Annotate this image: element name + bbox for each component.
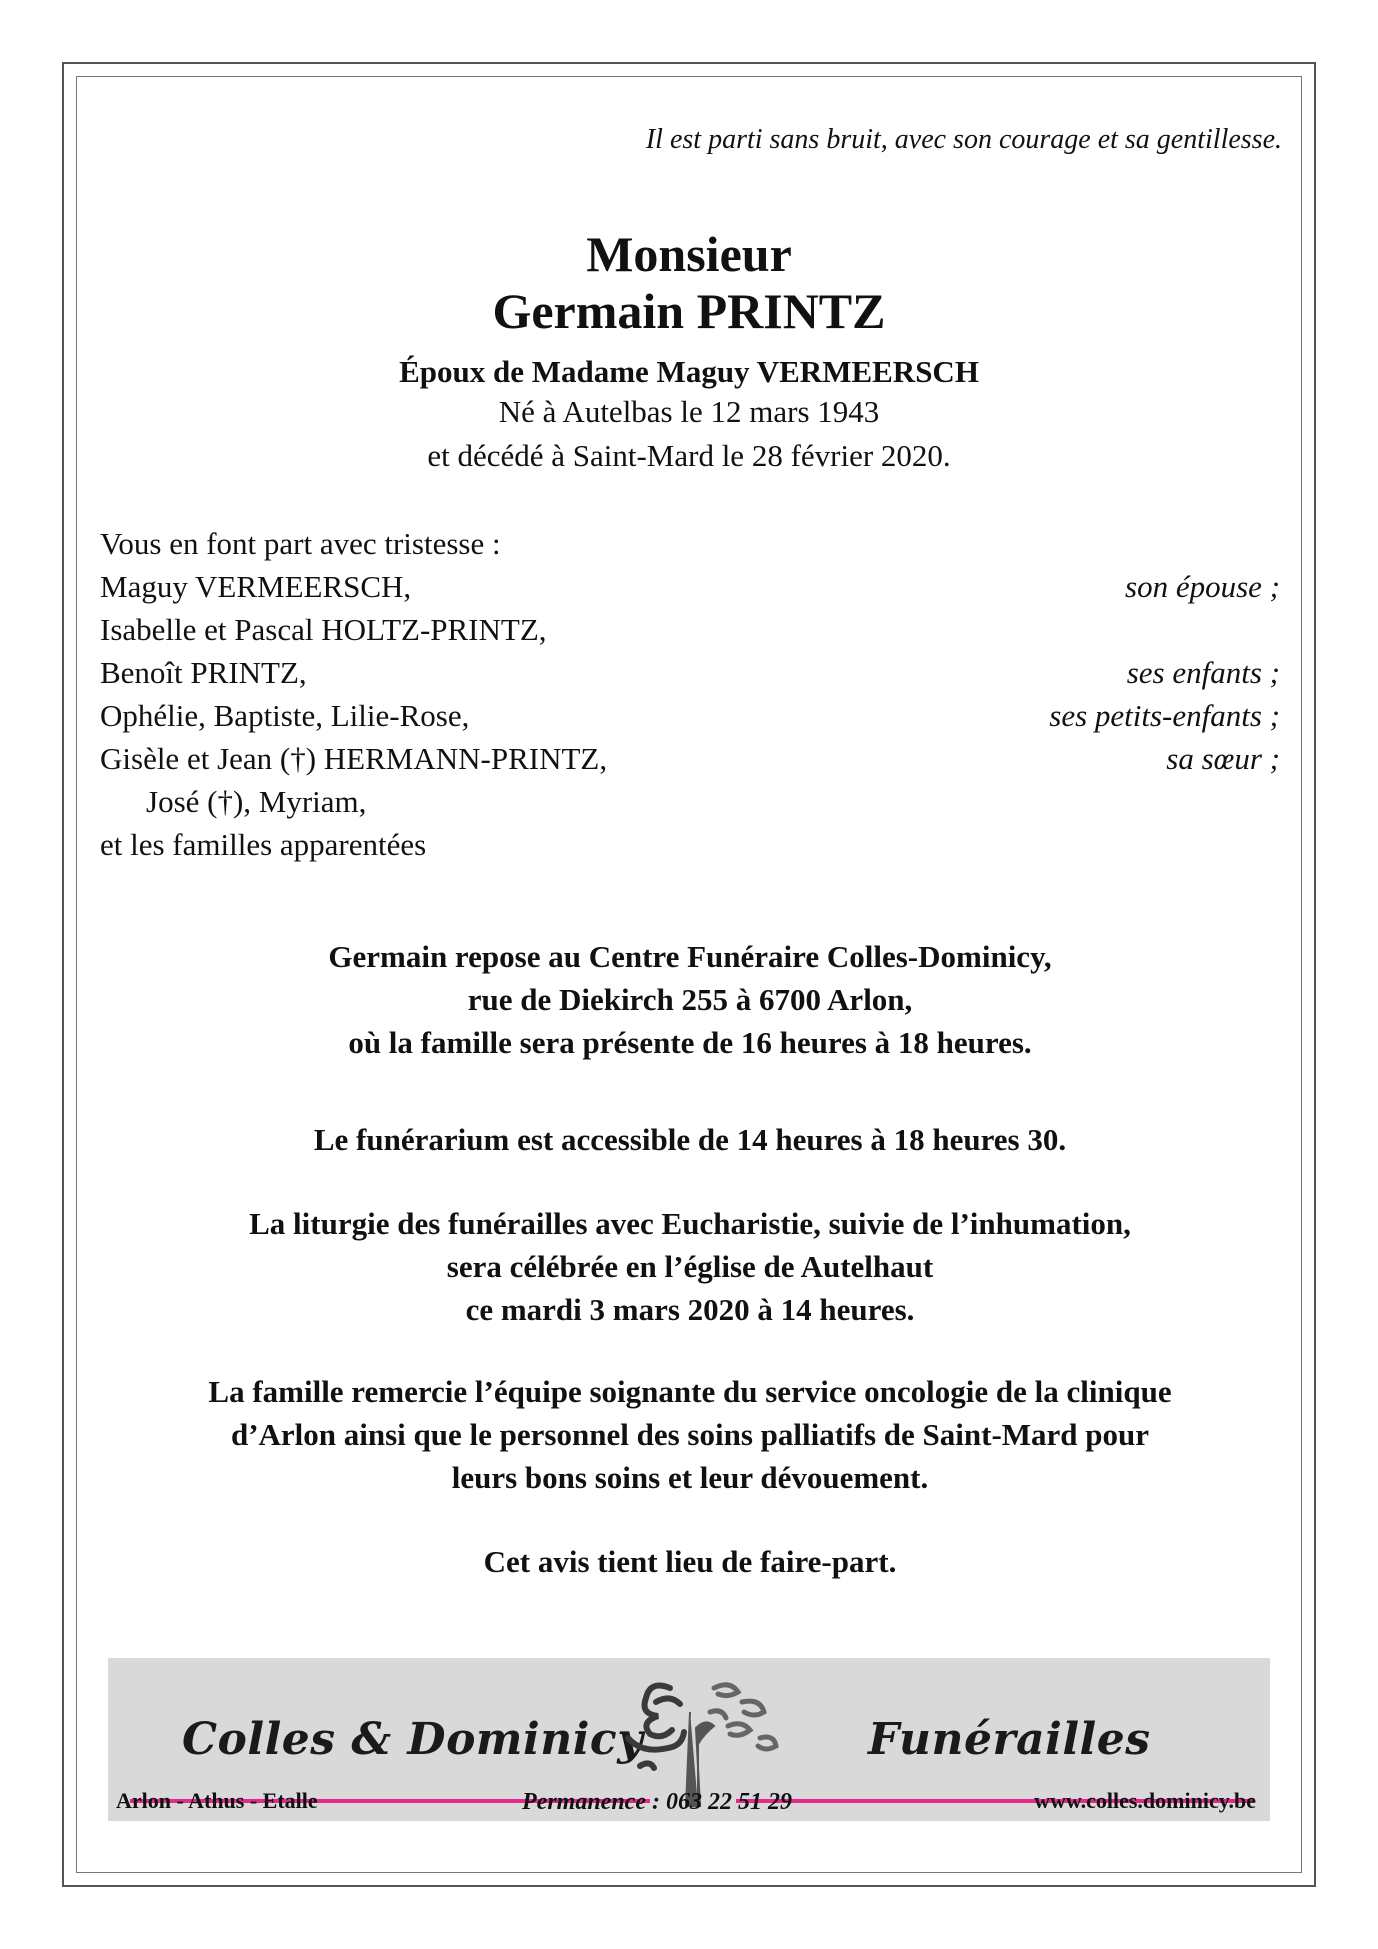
birth-line: Né à Autelbas le 12 mars 1943 — [498, 394, 880, 429]
epigraph: Il est parti sans bruit, avec son courage et sa gentillesse. — [645, 124, 1282, 155]
deceased-name: Germain PRINTZ — [492, 283, 886, 339]
repose-notice: Germain repose au Centre Funéraire Colles-Dominicy, rue de Diekirch 255 à 6700 Arlon, où la famille sera présente de 16 heures à 18 heures. — [328, 939, 1052, 1060]
family-names: Benoît PRINTZ, — [100, 655, 307, 690]
family-row — [100, 780, 1280, 823]
brand-tagline: Funérailles — [868, 1714, 1151, 1765]
family-names: Gisèle et Jean (†) HERMANN-PRINTZ, — [100, 741, 608, 776]
final-notice: Cet avis tient lieu de faire-part. — [483, 1544, 897, 1579]
website-link[interactable]: www.colles.dominicy.be — [1034, 1788, 1256, 1813]
office-locations: Arlon - Athus - Etalle — [116, 1788, 318, 1813]
family-names: Maguy VERMEERSCH, — [100, 569, 412, 604]
funeral-home-banner — [108, 1658, 1270, 1821]
family-row — [100, 651, 1280, 694]
family-closing: et les familles apparentées — [100, 827, 427, 862]
liturgy-notice: La liturgie des funérailles avec Eucharistie, suivie de l’inhumation, sera célébrée en l’église de Autelhaut ce mardi 3 mars 2020 à 14 heures. — [249, 1206, 1131, 1327]
family-row — [100, 608, 1280, 651]
family-intro: Vous en font part avec tristesse : — [100, 526, 501, 561]
family-names: Isabelle et Pascal HOLTZ-PRINTZ, — [100, 612, 547, 647]
family-names: José (†), Myriam, — [146, 784, 367, 819]
family-relation: sa sœur ; — [1166, 741, 1280, 776]
family-relation: ses petits-enfants ; — [1049, 698, 1280, 733]
family-names: Ophélie, Baptiste, Lilie-Rose, — [100, 698, 470, 733]
civility: Monsieur — [586, 226, 792, 282]
family-row — [100, 737, 1280, 780]
brand-name: Colles & Dominicy — [182, 1714, 644, 1765]
family-relation: son épouse ; — [1125, 569, 1280, 604]
death-line: et décédé à Saint-Mard le 28 février 2020. — [427, 438, 951, 473]
family-row — [100, 694, 1280, 737]
family-row — [100, 565, 1280, 608]
funerarium-notice: Le funérarium est accessible de 14 heures à 18 heures 30. — [313, 1122, 1067, 1157]
family-list — [100, 522, 1280, 866]
phone-number: Permanence : 063 22 51 29 — [522, 1789, 792, 1815]
thanks-notice: La famille remercie l’équipe soignante du service oncologie de la clinique d’Arlon ainsi que le personnel des soins palliatifs de Saint-Mard pour leurs bons soins et leur dévouement. — [208, 1374, 1172, 1495]
spouse-line: Époux de Madame Maguy VERMEERSCH — [399, 354, 979, 389]
family-relation: ses enfants ; — [1126, 655, 1280, 690]
